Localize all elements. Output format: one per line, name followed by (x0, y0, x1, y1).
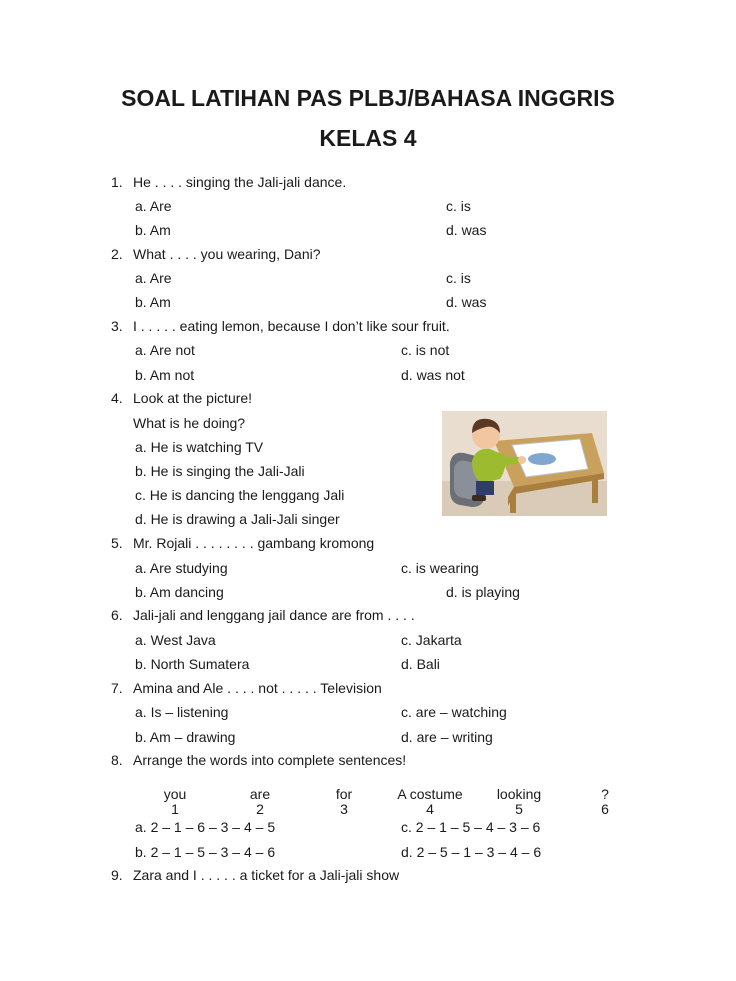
question-number: 7. (111, 680, 123, 696)
option-c: c. is wearing (401, 560, 479, 576)
question-number: 4. (111, 390, 123, 406)
option-a: a. Are not (135, 342, 195, 358)
word-cell: for (335, 786, 353, 802)
boy-drawing-illustration (442, 411, 607, 516)
option-c: c. Jakarta (401, 632, 462, 648)
option-b: b. He is singing the Jali-Jali (135, 463, 305, 479)
question-text: Amina and Ale . . . . not . . . . . Television (133, 680, 382, 696)
option-c: c. are – watching (401, 704, 507, 720)
question-text: What . . . . you wearing, Dani? (133, 246, 321, 262)
option-b: b. 2 – 1 – 5 – 3 – 4 – 6 (135, 844, 276, 860)
option-a: a. Are studying (135, 560, 228, 576)
page-title: SOAL LATIHAN PAS PLBJ/BAHASA INGGRIS (121, 85, 615, 111)
option-d: d. was (446, 222, 487, 238)
question-number: 3. (111, 318, 123, 334)
question-text: Jali-jali and lenggang jail dance are from . . . . (133, 607, 415, 623)
option-a: a. Is – listening (135, 704, 229, 720)
question-number: 8. (111, 752, 123, 768)
option-a: a. He is watching TV (135, 439, 264, 455)
question-number: 9. (111, 867, 123, 883)
option-a: a. Are (135, 270, 172, 286)
question-number: 1. (111, 174, 123, 190)
option-d: d. He is drawing a Jali-Jali singer (135, 511, 340, 527)
question-text: I . . . . . eating lemon, because I don’t like sour fruit. (133, 318, 450, 334)
question-text: Zara and I . . . . . a ticket for a Jali-jali show (133, 867, 400, 883)
word-cell: looking (496, 786, 542, 802)
word-number: 1 (171, 801, 179, 817)
option-b: b. Am (135, 294, 171, 310)
option-b: b. Am – drawing (135, 729, 236, 745)
grade-heading: KELAS 4 (319, 125, 417, 151)
option-b: b. North Sumatera (135, 656, 250, 672)
option-a: a. Are (135, 198, 172, 214)
question-text: Look at the picture! (133, 390, 253, 406)
option-d: d. are – writing (401, 729, 493, 745)
question-text: Mr. Rojali . . . . . . . . gambang kromong (133, 535, 375, 551)
question-number: 6. (111, 607, 123, 623)
word-cell: A costume (397, 786, 463, 802)
option-d: d. Bali (401, 656, 440, 672)
option-c: c. He is dancing the lenggang Jali (135, 487, 345, 503)
word-cell: are (249, 786, 271, 802)
option-d: d. was not (401, 367, 465, 383)
option-c: c. is not (401, 342, 450, 358)
word-number: 5 (515, 801, 523, 817)
word-number: 4 (426, 801, 434, 817)
option-d: d. 2 – 5 – 1 – 3 – 4 – 6 (401, 844, 542, 860)
option-b: b. Am not (135, 367, 195, 383)
word-cell: you (163, 786, 187, 802)
option-c: c. 2 – 1 – 5 – 4 – 3 – 6 (401, 819, 541, 835)
option-b: b. Am dancing (135, 584, 224, 600)
option-c: c. is (446, 270, 471, 286)
question-number: 5. (111, 535, 123, 551)
question-subtext: What is he doing? (133, 415, 246, 431)
option-b: b. Am (135, 222, 171, 238)
word-number: 6 (601, 801, 609, 817)
option-c: c. is (446, 198, 471, 214)
question-number: 2. (111, 246, 123, 262)
question-text: Arrange the words into complete sentences! (133, 752, 407, 768)
option-d: d. is playing (446, 584, 520, 600)
option-d: d. was (446, 294, 487, 310)
word-number: 2 (256, 801, 264, 817)
option-a: a. 2 – 1 – 6 – 3 – 4 – 5 (135, 819, 276, 835)
option-a: a. West Java (135, 632, 216, 648)
word-number: 3 (340, 801, 348, 817)
word-cell: ? (601, 786, 609, 802)
question-text: He . . . . singing the Jali-jali dance. (133, 174, 347, 190)
